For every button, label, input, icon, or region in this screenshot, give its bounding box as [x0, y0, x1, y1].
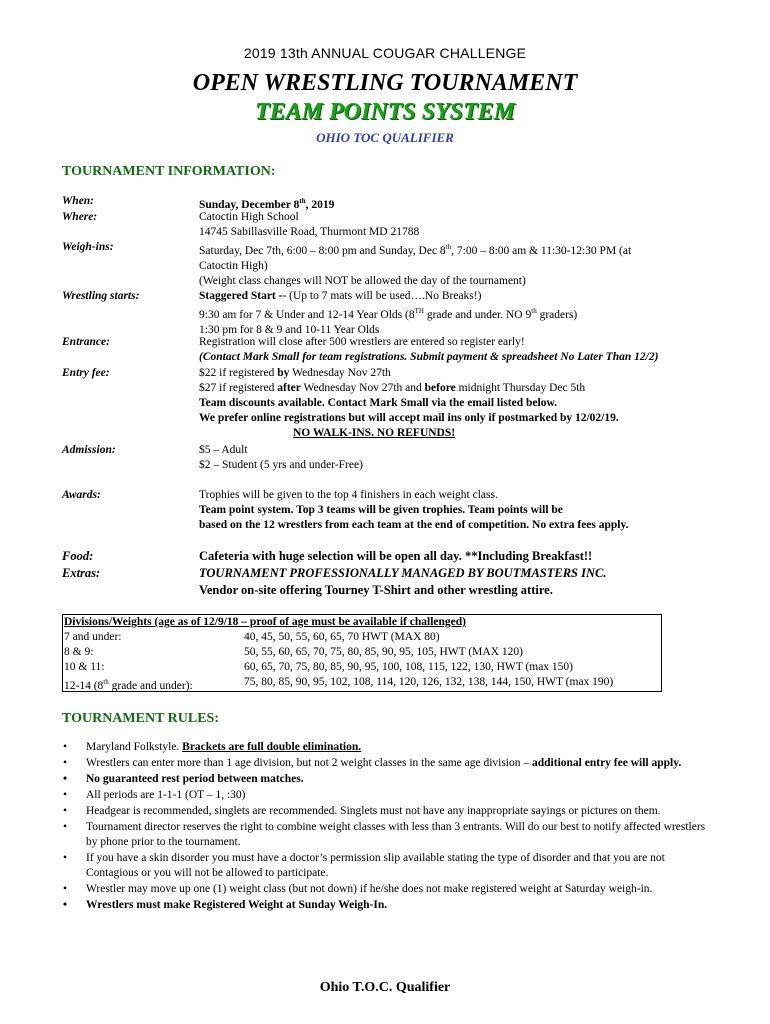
divisions-table [62, 614, 662, 692]
table-row: 7 and under: 40, 45, 50, 55, 60, 65, 70 HWT (MAX 80) [64, 631, 440, 643]
weighins-label: Weigh-ins: [62, 241, 114, 253]
main-title: OPEN WRESTLING TOURNAMENT [192, 70, 578, 96]
starts-value: Staggered Start -- (Up to 7 mats will be used….No Breaks!) 9:30 am for 7 & Under and 12-14 Year Olds (8TH grade and under. NO 9th graders) 1:30 pm for 8 & 9 and 10-11 Year Olds [199, 290, 578, 336]
list-item: • Maryland Folkstyle. Brackets are full double elimination. [62, 740, 712, 755]
table-row: 10 & 11: 60, 65, 70, 75, 80, 85, 90, 95, 100, 108, 115, 122, 130, HWT (max 150) [64, 661, 574, 673]
awards-label: Awards: [62, 489, 101, 501]
where-label: Where: [62, 211, 98, 223]
entrance-label: Entrance: [62, 336, 110, 348]
sub-title: TEAM POINTS SYSTEM [254, 99, 516, 125]
list-item: • If you have a skin disorder you must have a doctor’s permission slip available stating the type of disorder and that you are not Contagious or you will not be allowed to participate. [62, 851, 712, 881]
food-label: Food: [62, 549, 94, 563]
entry-fee-value: $22 if registered by Wednesday Nov 27th $27 if registered after Wednesday Nov 27th and before midnight Thursday Dec 5th Team discounts available. Contact Mark Small via the email listed below. We prefer online registrations but will accept mail ins only if postmarked by 12/02/19. NO WALK-INS. NO REFUNDS! [199, 367, 619, 439]
rules-heading: TOURNAMENT RULES: [62, 711, 220, 726]
footer-text: Ohio T.O.C. Qualifier [319, 980, 451, 995]
admission-label: Admission: [62, 444, 116, 456]
awards-value: Trophies will be given to the top 4 finishers in each weight class. Team point system. Top 3 teams will be given trophies. Team points will be based on the 12 wrestlers from each team at the end of competition. No extra fees apply. [199, 489, 629, 531]
food-value: Cafeteria with huge selection will be open all day. **Including Breakfast!! [199, 549, 593, 563]
when-label: When: [62, 195, 94, 207]
extras-label: Extras: [62, 566, 101, 580]
divisions-header: Divisions/Weights (age as of 12/9/18 – proof of age must be available if challenged) [64, 616, 466, 628]
info-heading: TOURNAMENT INFORMATION: [62, 164, 276, 179]
list-item: • Wrestler may move up one (1) weight class (but not down) if he/she does not make registered weight at Saturday weigh-in. [62, 882, 712, 897]
table-row: 8 & 9: 50, 55, 60, 65, 70, 75, 80, 85, 90, 95, 105, HWT (MAX 120) [64, 646, 523, 658]
list-item: • Tournament director reserves the right to combine weight classes with less than 3 entrants. Will do our best to notify affected wrestlers by phone prior to the tournament. [62, 820, 712, 850]
extras-value: TOURNAMENT PROFESSIONALLY MANAGED BY BOUTMASTERS INC. Vendor on-site offering Tourney T-Shirt and other wrestling attire. [199, 566, 607, 597]
list-item: • Headgear is recommended, singlets are recommended. Singlets must not have any inappropriate sayings or pictures on them. [62, 804, 712, 819]
list-item: • Wrestlers must make Registered Weight at Sunday Weigh-In. [62, 898, 712, 913]
qualifier-title: OHIO TOC QUALIFIER [316, 130, 454, 145]
when-value: Sunday, December 8th, 2019 [199, 197, 335, 211]
event-title: 2019 13th ANNUAL COUGAR CHALLENGE [243, 45, 527, 61]
where-value: Catoctin High School 14745 Sabillasville Road, Thurmont MD 21788 [199, 211, 420, 238]
list-item: • All periods are 1-1-1 (OT – 1, :30) [62, 788, 712, 803]
list-item: • No guaranteed rest period between matches. [62, 772, 712, 787]
starts-label: Wrestling starts: [62, 290, 140, 302]
admission-value: $5 – Adult $2 – Student (5 yrs and under-Free) [199, 444, 363, 471]
entry-fee-label: Entry fee: [62, 367, 110, 379]
table-row: 12-14 (8th grade and under): 75, 80, 85, 90, 95, 102, 108, 114, 120, 126, 132, 138, 144, 150, HWT (max 190) [64, 676, 614, 692]
weighins-value: Saturday, Dec 7th, 6:00 – 8:00 pm and Sunday, Dec 8th, 7:00 – 8:00 am & 11:30-12:30 PM (at Catoctin High) (Weight class changes will NOT be allowed the day of the tournament) [199, 243, 632, 287]
rules-list [62, 740, 712, 914]
entrance-value: Registration will close after 500 wrestlers are entered so register early! (Contact Mark Small for team registrations. Submit payment & spreadsheet No Later Than 12/2) [199, 336, 659, 363]
list-item: • Wrestlers can enter more than 1 age division, but not 2 weight classes in the same age division – additional entry fee will apply. [62, 756, 712, 771]
